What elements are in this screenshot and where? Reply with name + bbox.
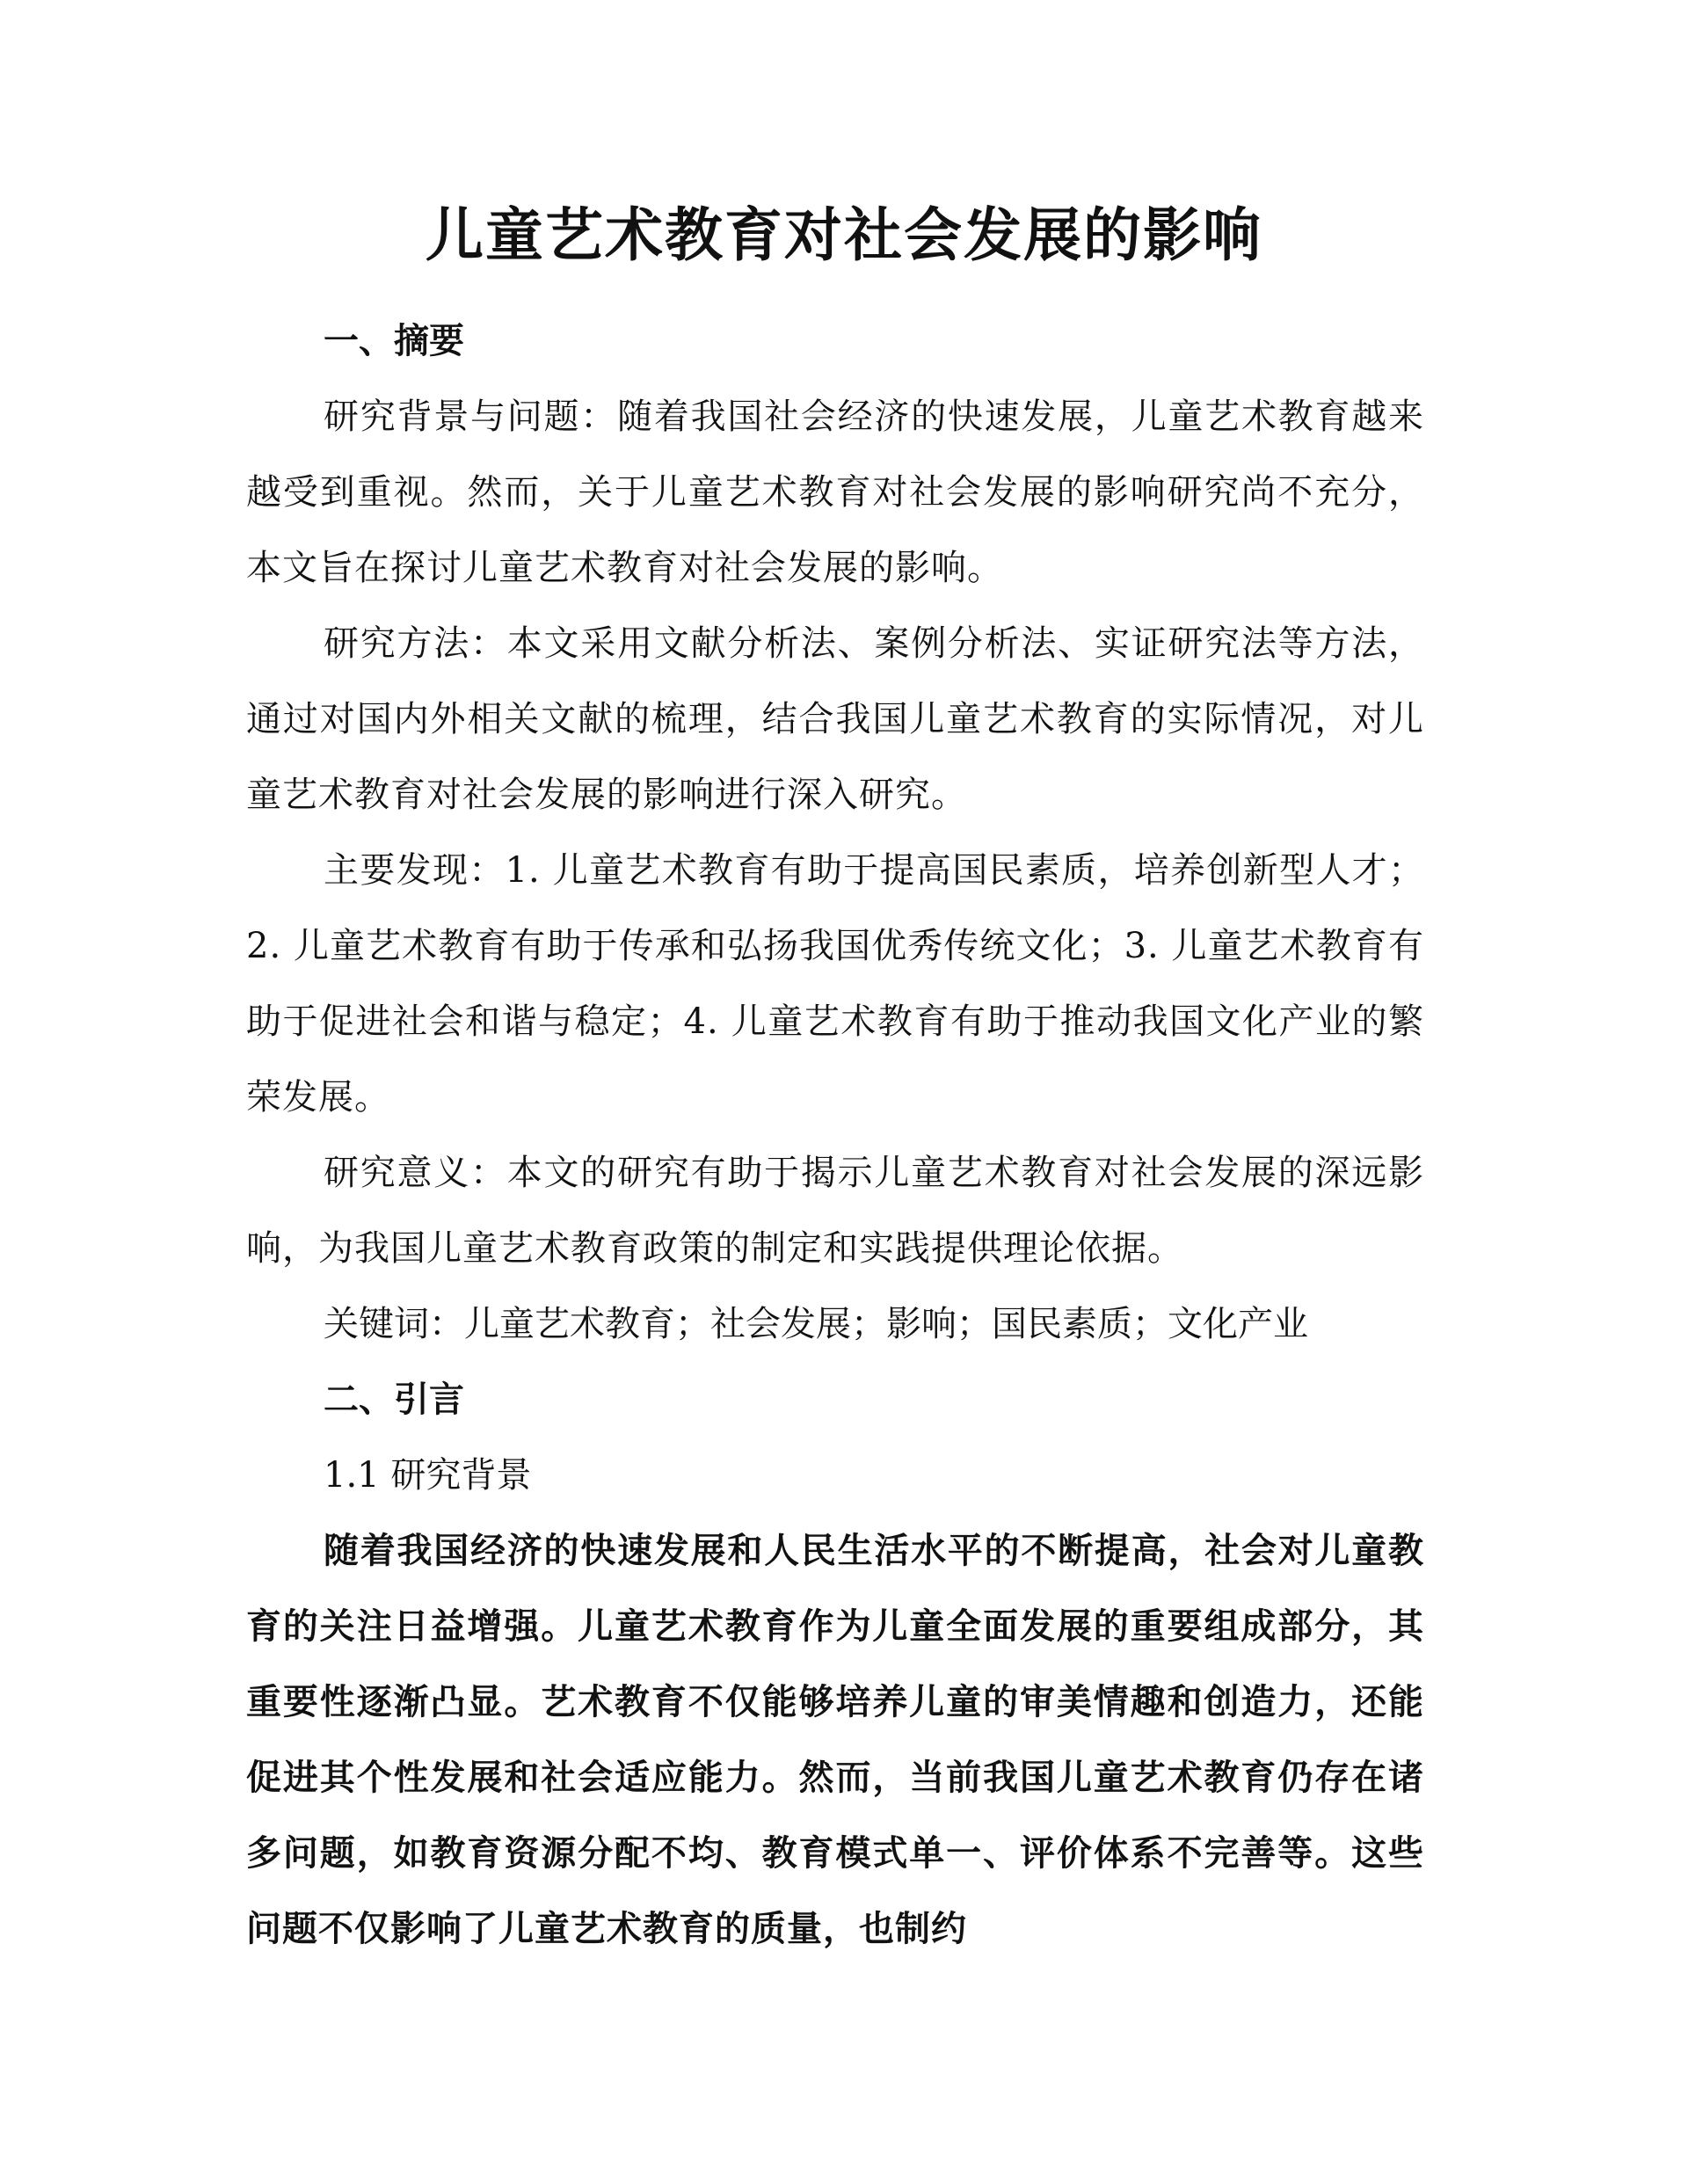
document-body <box>246 303 1424 1967</box>
abstract-significance-paragraph: 研究意义：本文的研究有助于揭示儿童艺术教育对社会发展的深远影响，为我国儿童艺术教育政策的制定和实践提供理论依据。 <box>246 1153 1424 1269</box>
research-background-subheading: 1.1 研究背景 <box>324 1455 532 1496</box>
abstract-heading: 一、摘要 <box>324 321 464 361</box>
keywords-line: 关键词：儿童艺术教育；社会发展；影响；国民素质；文化产业 <box>324 1304 1308 1344</box>
abstract-background-paragraph: 研究背景与问题：随着我国社会经济的快速发展，儿童艺术教育越来越受到重视。然而，关于儿童艺术教育对社会发展的影响研究尚不充分，本文旨在探讨儿童艺术教育对社会发展的影响。 <box>246 397 1424 588</box>
document-title: 儿童艺术教育对社会发展的影响 <box>426 201 1262 269</box>
introduction-heading: 二、引言 <box>324 1380 464 1420</box>
research-background-paragraph: 随着我国经济的快速发展和人民生活水平的不断提高，社会对儿童教育的关注日益增强。儿童艺术教育作为儿童全面发展的重要组成部分，其重要性逐渐凸显。艺术教育不仅能够培养儿童的审美情趣和创造力，还能促进其个性发展和社会适应能力。然而，当前我国儿童艺术教育仍存在诸多问题，如教育资源分配不均、教育模式单一、评价体系不完善等。这些问题不仅影响了儿童艺术教育的质量，也制约 <box>246 1531 1424 1949</box>
abstract-methods-paragraph: 研究方法：本文采用文献分析法、案例分析法、实证研究法等方法，通过对国内外相关文献的梳理，结合我国儿童艺术教育的实际情况，对儿童艺术教育对社会发展的影响进行深入研究。 <box>246 623 1424 815</box>
abstract-findings-paragraph: 主要发现：1. 儿童艺术教育有助于提高国民素质，培养创新型人才；2. 儿童艺术教育有助于传承和弘扬我国优秀传统文化；3. 儿童艺术教育有助于促进社会和谐与稳定；4. 儿童艺术教育有助于推动我国文化产业的繁荣发展。 <box>246 850 1424 1117</box>
